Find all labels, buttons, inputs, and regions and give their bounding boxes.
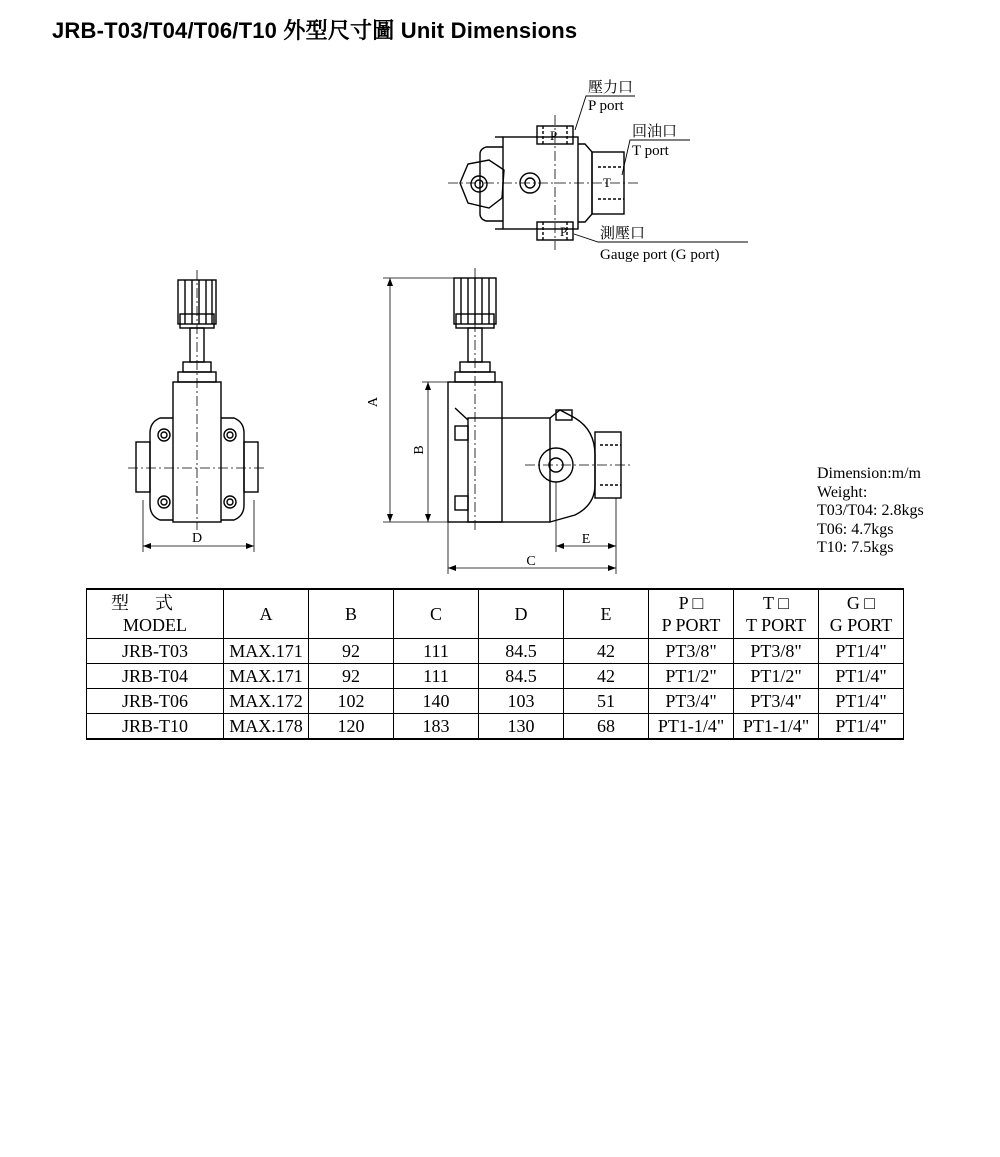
side-view: [383, 268, 630, 574]
table-row: [87, 689, 904, 714]
t-port-en-label: T port: [632, 143, 669, 159]
top-view: [448, 96, 748, 250]
header-t-port: [734, 589, 819, 639]
header-g-port-top: G □: [846, 593, 876, 613]
front-view: [128, 270, 266, 552]
g-port-cn-label: 測壓口: [600, 226, 646, 242]
dimension-b-label: B: [412, 445, 427, 455]
cell-b: 102: [309, 689, 394, 714]
dimension-c-label: C: [526, 554, 536, 569]
cell-b: 120: [309, 714, 394, 740]
cell-e: 68: [564, 714, 649, 740]
p-port-en-label: P port: [588, 98, 624, 114]
cell-g-port: PT1/4": [819, 714, 904, 740]
cell-p-port: PT1-1/4": [649, 714, 734, 740]
dimension-table: [86, 588, 904, 740]
header-g-port-bottom: G PORT: [829, 615, 893, 635]
cell-b: 92: [309, 664, 394, 689]
cell-t-port: PT3/8": [734, 639, 819, 664]
header-g-port: [819, 589, 904, 639]
p-port-cn-label: 壓力口: [588, 80, 634, 96]
cell-p-port: PT1/2": [649, 664, 734, 689]
weight-t10: T10: 7.5kgs: [817, 539, 894, 556]
cell-d: 84.5: [479, 664, 564, 689]
header-model-cn: 型式: [111, 593, 199, 613]
cell-d: 130: [479, 714, 564, 740]
cell-model: JRB-T03: [87, 639, 224, 664]
page-title: JRB-T03/T04/T06/T10 外型尺寸圖 Unit Dimensions: [52, 18, 578, 43]
cell-c: 111: [394, 664, 479, 689]
header-t-port-top: T □: [762, 593, 790, 613]
spec-notes: [817, 465, 924, 558]
dimension-a-label: A: [366, 396, 381, 408]
weight-heading: Weight:: [817, 483, 868, 501]
header-model: [87, 589, 224, 639]
header-c: C: [394, 589, 479, 639]
cell-a: MAX.171: [224, 639, 309, 664]
header-d: D: [479, 589, 564, 639]
header-p-port-bottom: P PORT: [661, 615, 721, 635]
cell-model: JRB-T06: [87, 689, 224, 714]
g-port-en-label: Gauge port (G port): [600, 247, 720, 263]
cell-g-port: PT1/4": [819, 689, 904, 714]
weight-t03-t04: T03/T04: 2.8kgs: [817, 502, 924, 519]
header-t-port-bottom: T PORT: [745, 615, 807, 635]
cell-a: MAX.172: [224, 689, 309, 714]
header-model-en: MODEL: [123, 615, 187, 635]
t-port-cn-label: 回油口: [632, 124, 678, 140]
cell-b: 92: [309, 639, 394, 664]
cell-g-port: PT1/4": [819, 639, 904, 664]
cell-g-port: PT1/4": [819, 664, 904, 689]
cell-c: 140: [394, 689, 479, 714]
t-port-mark: T: [603, 175, 611, 190]
cell-e: 51: [564, 689, 649, 714]
cell-d: 84.5: [479, 639, 564, 664]
g-port-mark: P: [560, 224, 568, 239]
cell-t-port: PT1/2": [734, 664, 819, 689]
cell-a: MAX.178: [224, 714, 309, 740]
cell-e: 42: [564, 664, 649, 689]
header-e: E: [564, 589, 649, 639]
cell-p-port: PT3/8": [649, 639, 734, 664]
dimension-d-label: D: [191, 531, 203, 546]
table-row: [87, 664, 904, 689]
p-port-mark: P: [550, 128, 558, 143]
header-a: A: [224, 589, 309, 639]
weight-t06: T06: 4.7kgs: [817, 520, 894, 538]
cell-model: JRB-T10: [87, 714, 224, 740]
cell-p-port: PT3/4": [649, 689, 734, 714]
header-p-port-top: P □: [678, 593, 704, 613]
dimension-unit-note: Dimension:m/m: [817, 465, 921, 482]
cell-t-port: PT3/4": [734, 689, 819, 714]
table-header-row: [87, 589, 904, 639]
cell-model: JRB-T04: [87, 664, 224, 689]
table-row: [87, 639, 904, 664]
cell-t-port: PT1-1/4": [734, 714, 819, 740]
header-b: B: [309, 589, 394, 639]
cell-c: 183: [394, 714, 479, 740]
dimension-e-label: E: [581, 532, 591, 547]
header-p-port: [649, 589, 734, 639]
cell-c: 111: [394, 639, 479, 664]
table-row: [87, 714, 904, 740]
cell-e: 42: [564, 639, 649, 664]
cell-a: MAX.171: [224, 664, 309, 689]
cell-d: 103: [479, 689, 564, 714]
